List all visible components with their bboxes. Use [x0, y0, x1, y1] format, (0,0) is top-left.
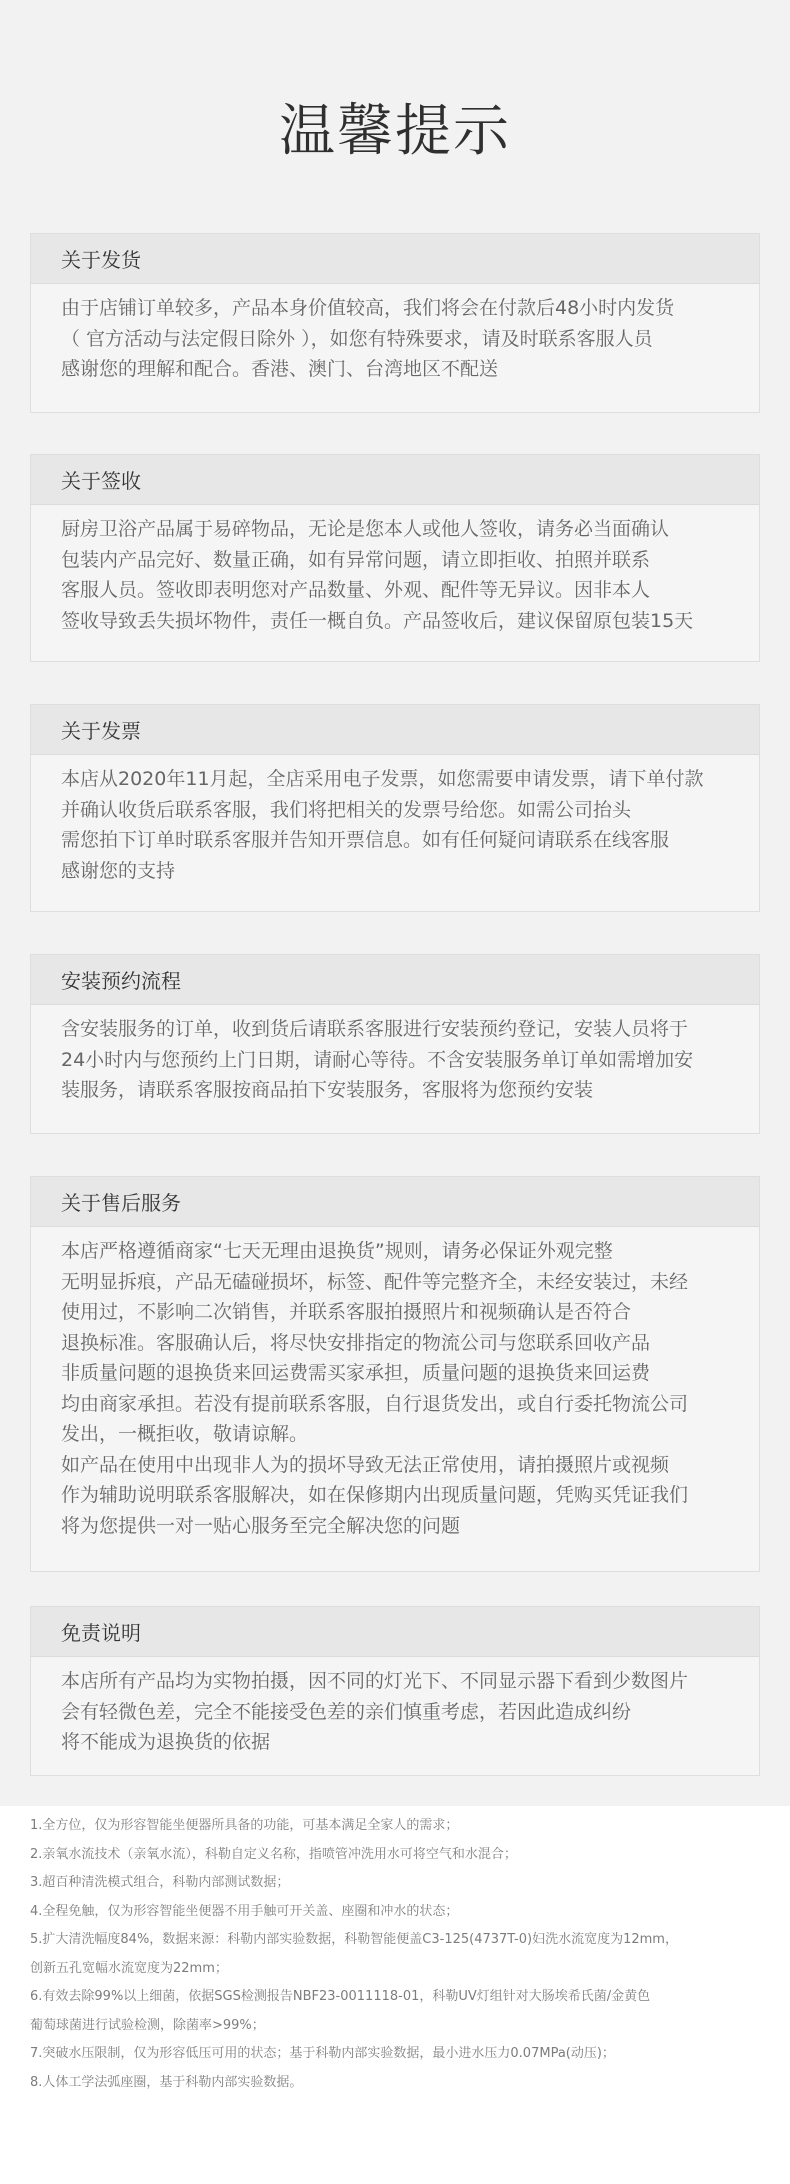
after-sales-card: [30, 1176, 760, 1572]
shipping-line-2: （ 官方活动与法定假日除外 ），如您有特殊要求，请及时联系客服人员: [61, 327, 653, 350]
shipping-card-title: 关于发货: [31, 234, 759, 284]
page-title: 温馨提示: [279, 99, 511, 164]
after-sales-line-10: 将为您提供一对一贴心服务至完全解决您的问题: [61, 1514, 461, 1537]
after-sales-line-5: 非质量问题的退换货来回运费需买家承担，质量问题的退换货来回运费: [61, 1362, 651, 1384]
receipt-line-3: 客服人员。签收即表明您对产品数量、外观、配件等无异议。因非本人: [61, 579, 651, 601]
footnote-3: 3.超百种清洗模式组合，科勒内部测试数据；: [30, 1875, 290, 1890]
after-sales-card-body: [31, 1227, 759, 1541]
footnote-1: 1.全方位，仅为形容智能坐便器所具备的功能，可基本满足全家人的需求；: [30, 1818, 459, 1833]
after-sales-line-8: 如产品在使用中出现非人为的损坏导致无法正常使用，请拍摄照片或视频: [61, 1453, 670, 1476]
disclaimer-line-2: 会有轻微色差，完全不能接受色差的亲们慎重考虑，若因此造成纠纷: [61, 1700, 632, 1723]
receipt-line-2: 包装内产品完好、数量正确，如有异常问题，请立即拒收、拍照并联系: [61, 548, 651, 571]
installation-card: [30, 954, 760, 1134]
after-sales-line-1: 本店严格遵循商家“七天无理由退换货”规则，请务必保证外观完整: [61, 1240, 613, 1262]
installation-card-title: 安装预约流程: [31, 955, 759, 1005]
invoice-card-title: 关于发票: [31, 705, 759, 755]
invoice-line-2: 并确认收货后联系客服，我们将把相关的发票号给您。如需公司抬头: [61, 798, 632, 821]
disclaimer-line-1: 本店所有产品均为实物拍摄，因不同的灯光下、不同显示器下看到少数图片: [61, 1670, 689, 1692]
footnote-6: 6.有效去除99%以上细菌，依据SGS检测报告NBF23-0011118-01，科勒UV灯组针对大肠埃希氏菌/金黄色: [30, 1989, 651, 2004]
footnote-5: 5.扩大清洗幅度84%，数据来源：科勒内部实验数据，科勒智能便盖C3-125(4737T-0)妇洗水流宽度为12mm，: [30, 1932, 678, 1947]
shipping-card: [30, 233, 760, 413]
invoice-line-3: 需您拍下订单时联系客服并告知开票信息。如有任何疑问请联系在线客服: [61, 829, 670, 851]
footnote-4: 4.全程免触，仅为形容智能坐便器不用手触可开关盖、座圈和冲水的状态；: [30, 1903, 459, 1919]
receipt-card-body: [31, 505, 759, 636]
disclaimer-card: [30, 1606, 760, 1776]
shipping-card-body: [31, 284, 759, 385]
disclaimer-card-body: [31, 1657, 759, 1758]
footnotes-list: [30, 1812, 770, 2097]
invoice-card: [30, 704, 760, 912]
installation-line-1: 含安装服务的订单，收到货后请联系客服进行安装预约登记，安装人员将于: [61, 1018, 689, 1040]
footnote-2: 2.亲氧水流技术（亲氧水流），科勒自定义名称，指喷管冲洗用水可将空气和水混合；: [30, 1846, 517, 1862]
after-sales-line-3: 使用过，不影响二次销售，并联系客服拍摄照片和视频确认是否符合: [61, 1301, 632, 1323]
after-sales-line-6: 均由商家承担。若没有提前联系客服，自行退货发出，或自行委托物流公司: [61, 1392, 689, 1415]
after-sales-line-9: 作为辅助说明联系客服解决，如在保修期内出现质量问题，凭购买凭证我们: [61, 1484, 689, 1506]
disclaimer-line-3: 将不能成为退换货的依据: [61, 1731, 271, 1753]
receipt-card-title: 关于签收: [31, 455, 759, 505]
after-sales-line-2: 无明显拆痕，产品无磕碰损坏，标签、配件等完整齐全，未经安装过，未经: [61, 1270, 689, 1293]
shipping-line-3: 感谢您的理解和配合。香港、澳门、台湾地区不配送: [61, 358, 499, 380]
after-sales-line-7: 发出，一概拒收，敬请谅解。: [61, 1423, 309, 1445]
receipt-line-1: 厨房卫浴产品属于易碎物品，无论是您本人或他人签收，请务必当面确认: [61, 518, 670, 540]
footnote-5-continued: 创新五孔宽幅水流宽度为22mm；: [30, 1960, 228, 1976]
invoice-card-body: [31, 755, 759, 886]
installation-card-body: [31, 1005, 759, 1106]
invoice-line-4: 感谢您的支持: [61, 859, 176, 882]
footnote-8: 8.人体工学法弧座圈，基于科勒内部实验数据。: [30, 2074, 303, 2090]
after-sales-card-title: 关于售后服务: [31, 1177, 759, 1227]
footnote-7: 7.突破水压限制，仅为形容低压可用的状态；基于科勒内部实验数据，最小进水压力0.07MPa(动压)；: [30, 2046, 615, 2061]
installation-line-2: 24小时内与您预约上门日期，请耐心等待。不含安装服务单订单如需增加安: [61, 1048, 694, 1071]
shipping-line-1: 由于店铺订单较多，产品本身价值较高，我们将会在付款后48小时内发货: [61, 297, 675, 319]
installation-line-3: 装服务，请联系客服按商品拍下安装服务，客服将为您预约安装: [61, 1079, 594, 1101]
after-sales-line-4: 退换标准。客服确认后，将尽快安排指定的物流公司与您联系回收产品: [61, 1331, 651, 1354]
receipt-line-4: 签收导致丢失损坏物件，责任一概自负。产品签收后，建议保留原包装15天: [61, 609, 694, 632]
invoice-line-1: 本店从2020年11月起，全店采用电子发票，如您需要申请发票，请下单付款: [61, 768, 704, 790]
footnote-6-continued: 葡萄球菌进行试验检测，除菌率>99%；: [30, 2017, 265, 2033]
disclaimer-card-title: 免责说明: [31, 1607, 759, 1657]
receipt-card: [30, 454, 760, 662]
